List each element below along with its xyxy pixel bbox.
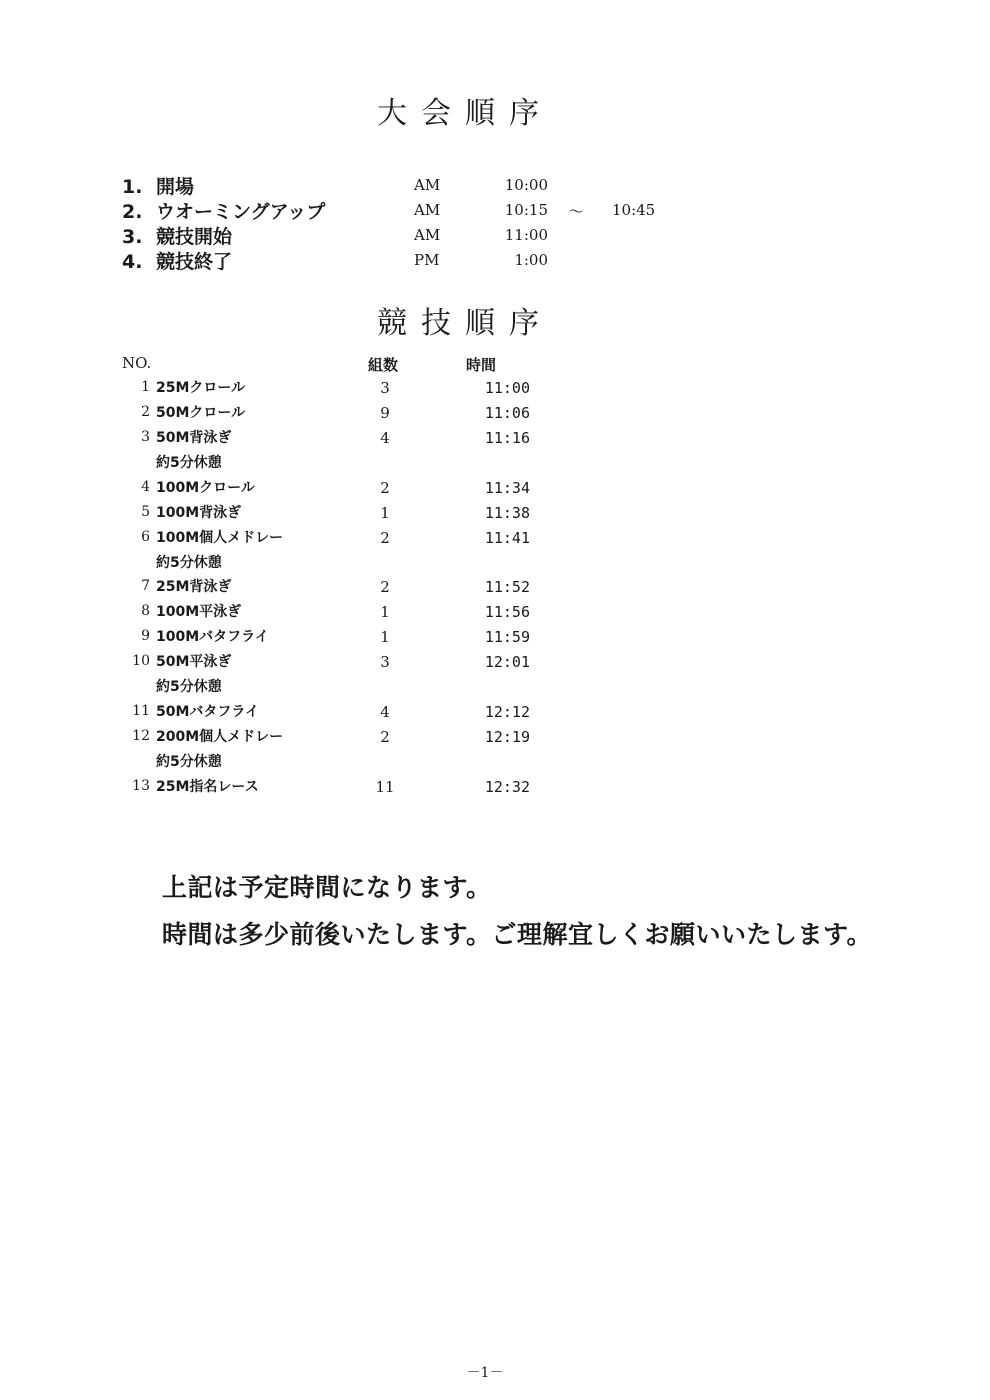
- schedule-number: 2.: [122, 201, 143, 223]
- event-name: 100Mバタフライ: [156, 629, 269, 645]
- table-row: [0, 601, 700, 625]
- schedule-ampm: AM: [414, 176, 441, 194]
- schedule-label: 競技開始: [156, 226, 233, 248]
- table-row: [0, 527, 700, 551]
- event-name: 50M背泳ぎ: [156, 430, 232, 446]
- table-row: [0, 427, 700, 451]
- schedule-row: [122, 247, 722, 272]
- schedule-row: [122, 222, 722, 247]
- events-order-title: 競技順序: [377, 306, 553, 341]
- schedule-number: 4.: [122, 251, 143, 273]
- event-number: 11: [132, 703, 150, 719]
- event-time: 11:41: [484, 529, 530, 547]
- table-row: [0, 751, 700, 775]
- table-row: [0, 452, 700, 476]
- event-name: 100M平泳ぎ: [156, 604, 242, 620]
- event-heats: 1: [380, 628, 390, 646]
- notice-line-1: 上記は予定時間になります。: [162, 873, 492, 902]
- schedule-time: 10:15: [504, 201, 548, 219]
- schedule-number: 3.: [122, 226, 143, 248]
- event-heats: 4: [380, 429, 390, 447]
- event-name: 25Mクロール: [156, 380, 246, 396]
- event-name: 200M個人メドレー: [156, 729, 284, 745]
- table-row: [0, 477, 700, 501]
- event-name: 約5分休憩: [156, 679, 222, 695]
- event-time: 11:34: [484, 479, 530, 497]
- schedule-time: 10:00: [504, 176, 548, 194]
- table-row: [0, 651, 700, 675]
- event-time: 12:19: [484, 728, 530, 746]
- event-time: 11:59: [484, 628, 530, 646]
- event-name: 50M平泳ぎ: [156, 654, 232, 670]
- event-name: 100M背泳ぎ: [156, 505, 242, 521]
- notice-line-2: 時間は多少前後いたします。ご理解宜しくお願いいたします。: [162, 920, 873, 949]
- table-row: [0, 502, 700, 526]
- schedule-label: 開場: [156, 176, 195, 198]
- event-heats: 1: [380, 603, 390, 621]
- schedule-end-time: 10:45: [612, 201, 656, 219]
- event-time: 11:52: [484, 578, 530, 596]
- schedule-ampm: PM: [414, 251, 440, 269]
- event-number: 6: [141, 529, 150, 545]
- table-row: [0, 377, 700, 401]
- event-time: 11:16: [484, 429, 530, 447]
- schedule-tilde: ～: [568, 202, 585, 221]
- event-number: 3: [141, 429, 150, 445]
- table-row: [0, 576, 700, 600]
- table-row: [0, 701, 700, 725]
- table-row: [0, 726, 700, 750]
- schedule-number: 1.: [122, 176, 143, 198]
- event-heats: 2: [380, 529, 390, 547]
- table-row: [0, 402, 700, 426]
- event-time: 11:56: [484, 603, 530, 621]
- schedule-label: ウオーミングアップ: [156, 201, 326, 223]
- schedule-label: 競技終了: [156, 251, 233, 273]
- event-time: 12:12: [484, 703, 530, 721]
- event-number: 2: [141, 404, 150, 420]
- event-name: 25M指名レース: [156, 779, 259, 795]
- event-name: 約5分休憩: [156, 754, 222, 770]
- event-number: 1: [141, 379, 150, 395]
- schedule-ampm: AM: [414, 201, 441, 219]
- event-number: 8: [141, 603, 150, 619]
- event-time: 12:32: [484, 778, 530, 796]
- event-heats: 11: [375, 778, 395, 796]
- event-heats: 4: [380, 703, 390, 721]
- page-number: －1－: [466, 1365, 504, 1381]
- event-name: 50Mクロール: [156, 405, 246, 421]
- schedule-row: [122, 197, 722, 222]
- table-row: [0, 676, 700, 700]
- event-heats: 9: [380, 404, 390, 422]
- event-number: 7: [141, 578, 150, 594]
- event-name: 50Mバタフライ: [156, 704, 259, 720]
- events-header-no: NO.: [122, 354, 152, 372]
- event-number: 4: [141, 479, 150, 495]
- event-heats: 3: [380, 653, 390, 671]
- event-number: 9: [141, 628, 150, 644]
- event-heats: 2: [380, 578, 390, 596]
- event-number: 10: [132, 653, 150, 669]
- event-number: 5: [141, 504, 150, 520]
- schedule-time: 1:00: [514, 251, 548, 269]
- event-name: 100M個人メドレー: [156, 530, 284, 546]
- event-name: 100Mクロール: [156, 480, 255, 496]
- schedule-time: 11:00: [504, 226, 548, 244]
- event-time: 11:38: [484, 504, 530, 522]
- event-name: 約5分休憩: [156, 455, 222, 471]
- event-heats: 2: [380, 479, 390, 497]
- event-number: 13: [132, 778, 150, 794]
- events-header-heats: 組数: [368, 356, 399, 374]
- event-heats: 2: [380, 728, 390, 746]
- event-time: 11:00: [484, 379, 530, 397]
- schedule-row: [122, 172, 722, 197]
- event-number: 12: [132, 728, 150, 744]
- schedule-ampm: AM: [414, 226, 441, 244]
- event-heats: 3: [380, 379, 390, 397]
- table-row: [0, 626, 700, 650]
- event-heats: 1: [380, 504, 390, 522]
- event-name: 25M背泳ぎ: [156, 579, 232, 595]
- events-header-time: 時間: [466, 356, 497, 374]
- event-time: 11:06: [484, 404, 530, 422]
- opening-order-title: 大会順序: [377, 96, 553, 131]
- event-time: 12:01: [484, 653, 530, 671]
- table-row: [0, 776, 700, 800]
- table-row: [0, 552, 700, 576]
- event-name: 約5分休憩: [156, 555, 222, 571]
